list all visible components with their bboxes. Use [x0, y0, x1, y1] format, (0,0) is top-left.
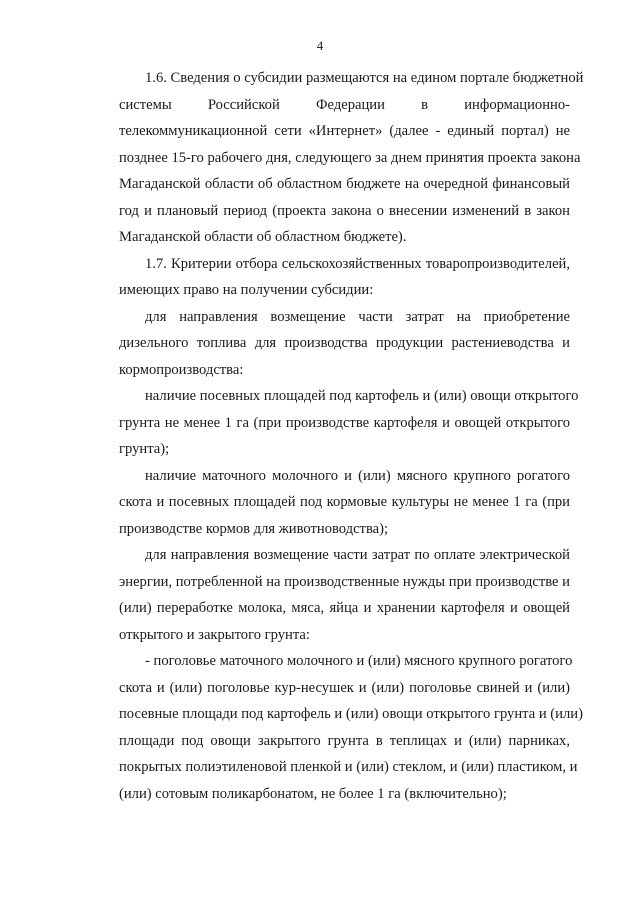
text-line: для направления возмещение части затрат по оплате электрической [145, 547, 570, 563]
text-line: открытого и закрытого грунта: [119, 626, 310, 643]
text-line: год и плановый период (проекта закона о внесении изменений в закон [119, 202, 570, 219]
text-line: Магаданской области об областном бюджете). [119, 229, 407, 245]
text-line: для направления возмещение части затрат на приобретение [145, 308, 570, 325]
text-line: наличие маточного молочного и (или) мясного крупного рогатого [145, 467, 570, 484]
text-line: грунта); [119, 441, 170, 457]
text-line: энергии, потребленной на производственные нужды при производстве и [119, 573, 570, 590]
text-line: скота и посевных площадей под кормовые культуры не менее 1 га (при [119, 494, 570, 510]
paragraph-diesel-criteria [93, 304, 570, 384]
text-line: 1.7. Критерии отбора сельскохозяйственных товаропроизводителей, [145, 255, 570, 272]
text-line: грунта не менее 1 га (при производстве картофеля и овощей открытого [119, 414, 570, 431]
text-line: имеющих право на получении субсидии: [119, 282, 374, 298]
text-line: наличие посевных площадей под картофель и (или) овощи открытого [145, 388, 579, 404]
paragraph-1-6 [93, 65, 584, 251]
paragraph-1-7 [93, 251, 570, 304]
text-line: кормопроизводства: [119, 361, 244, 378]
paragraph-livestock [93, 463, 570, 543]
text-line: - поголовье маточного молочного и (или) мясного крупного рогатого [145, 653, 573, 669]
page-number: 4 [316, 38, 324, 53]
text-line: 1.6. Сведения о субсидии размещаются на едином портале бюджетной [145, 70, 584, 86]
text-line: (или) сотовым поликарбонатом, не более 1 га (включительно); [119, 785, 507, 802]
text-line: скота и (или) поголовье кур-несушек и (или) поголовье свиней и (или) [119, 679, 570, 696]
text-line: (или) переработке молока, мяса, яйца и хранении картофеля и овощей [119, 600, 570, 616]
document-body [93, 65, 584, 807]
text-line: системы Российской Федерации в информационно- [119, 96, 570, 113]
text-line: покрытых полиэтиленовой пленкой и (или) стеклом, и (или) пластиком, и [119, 759, 578, 775]
text-line: Магаданской области об областном бюджете на очередной финансовый [119, 176, 570, 192]
text-line: дизельного топлива для производства продукции растениеводства и [119, 335, 570, 351]
paragraph-crop-areas [93, 383, 579, 463]
text-line: площади под овощи закрытого грунта в теплицах и (или) парниках, [119, 732, 570, 749]
text-line: телекоммуникационной сети «Интернет» (далее - единый портал) не [119, 123, 570, 139]
text-line: позднее 15-го рабочего дня, следующего за днем принятия проекта закона [119, 149, 581, 166]
text-line: производстве кормов для животноводства); [119, 520, 389, 537]
paragraph-livestock-limit [93, 648, 583, 807]
text-line: посевные площади под картофель и (или) овощи открытого грунта и (или) [119, 706, 583, 722]
paragraph-electricity-criteria [93, 542, 570, 648]
